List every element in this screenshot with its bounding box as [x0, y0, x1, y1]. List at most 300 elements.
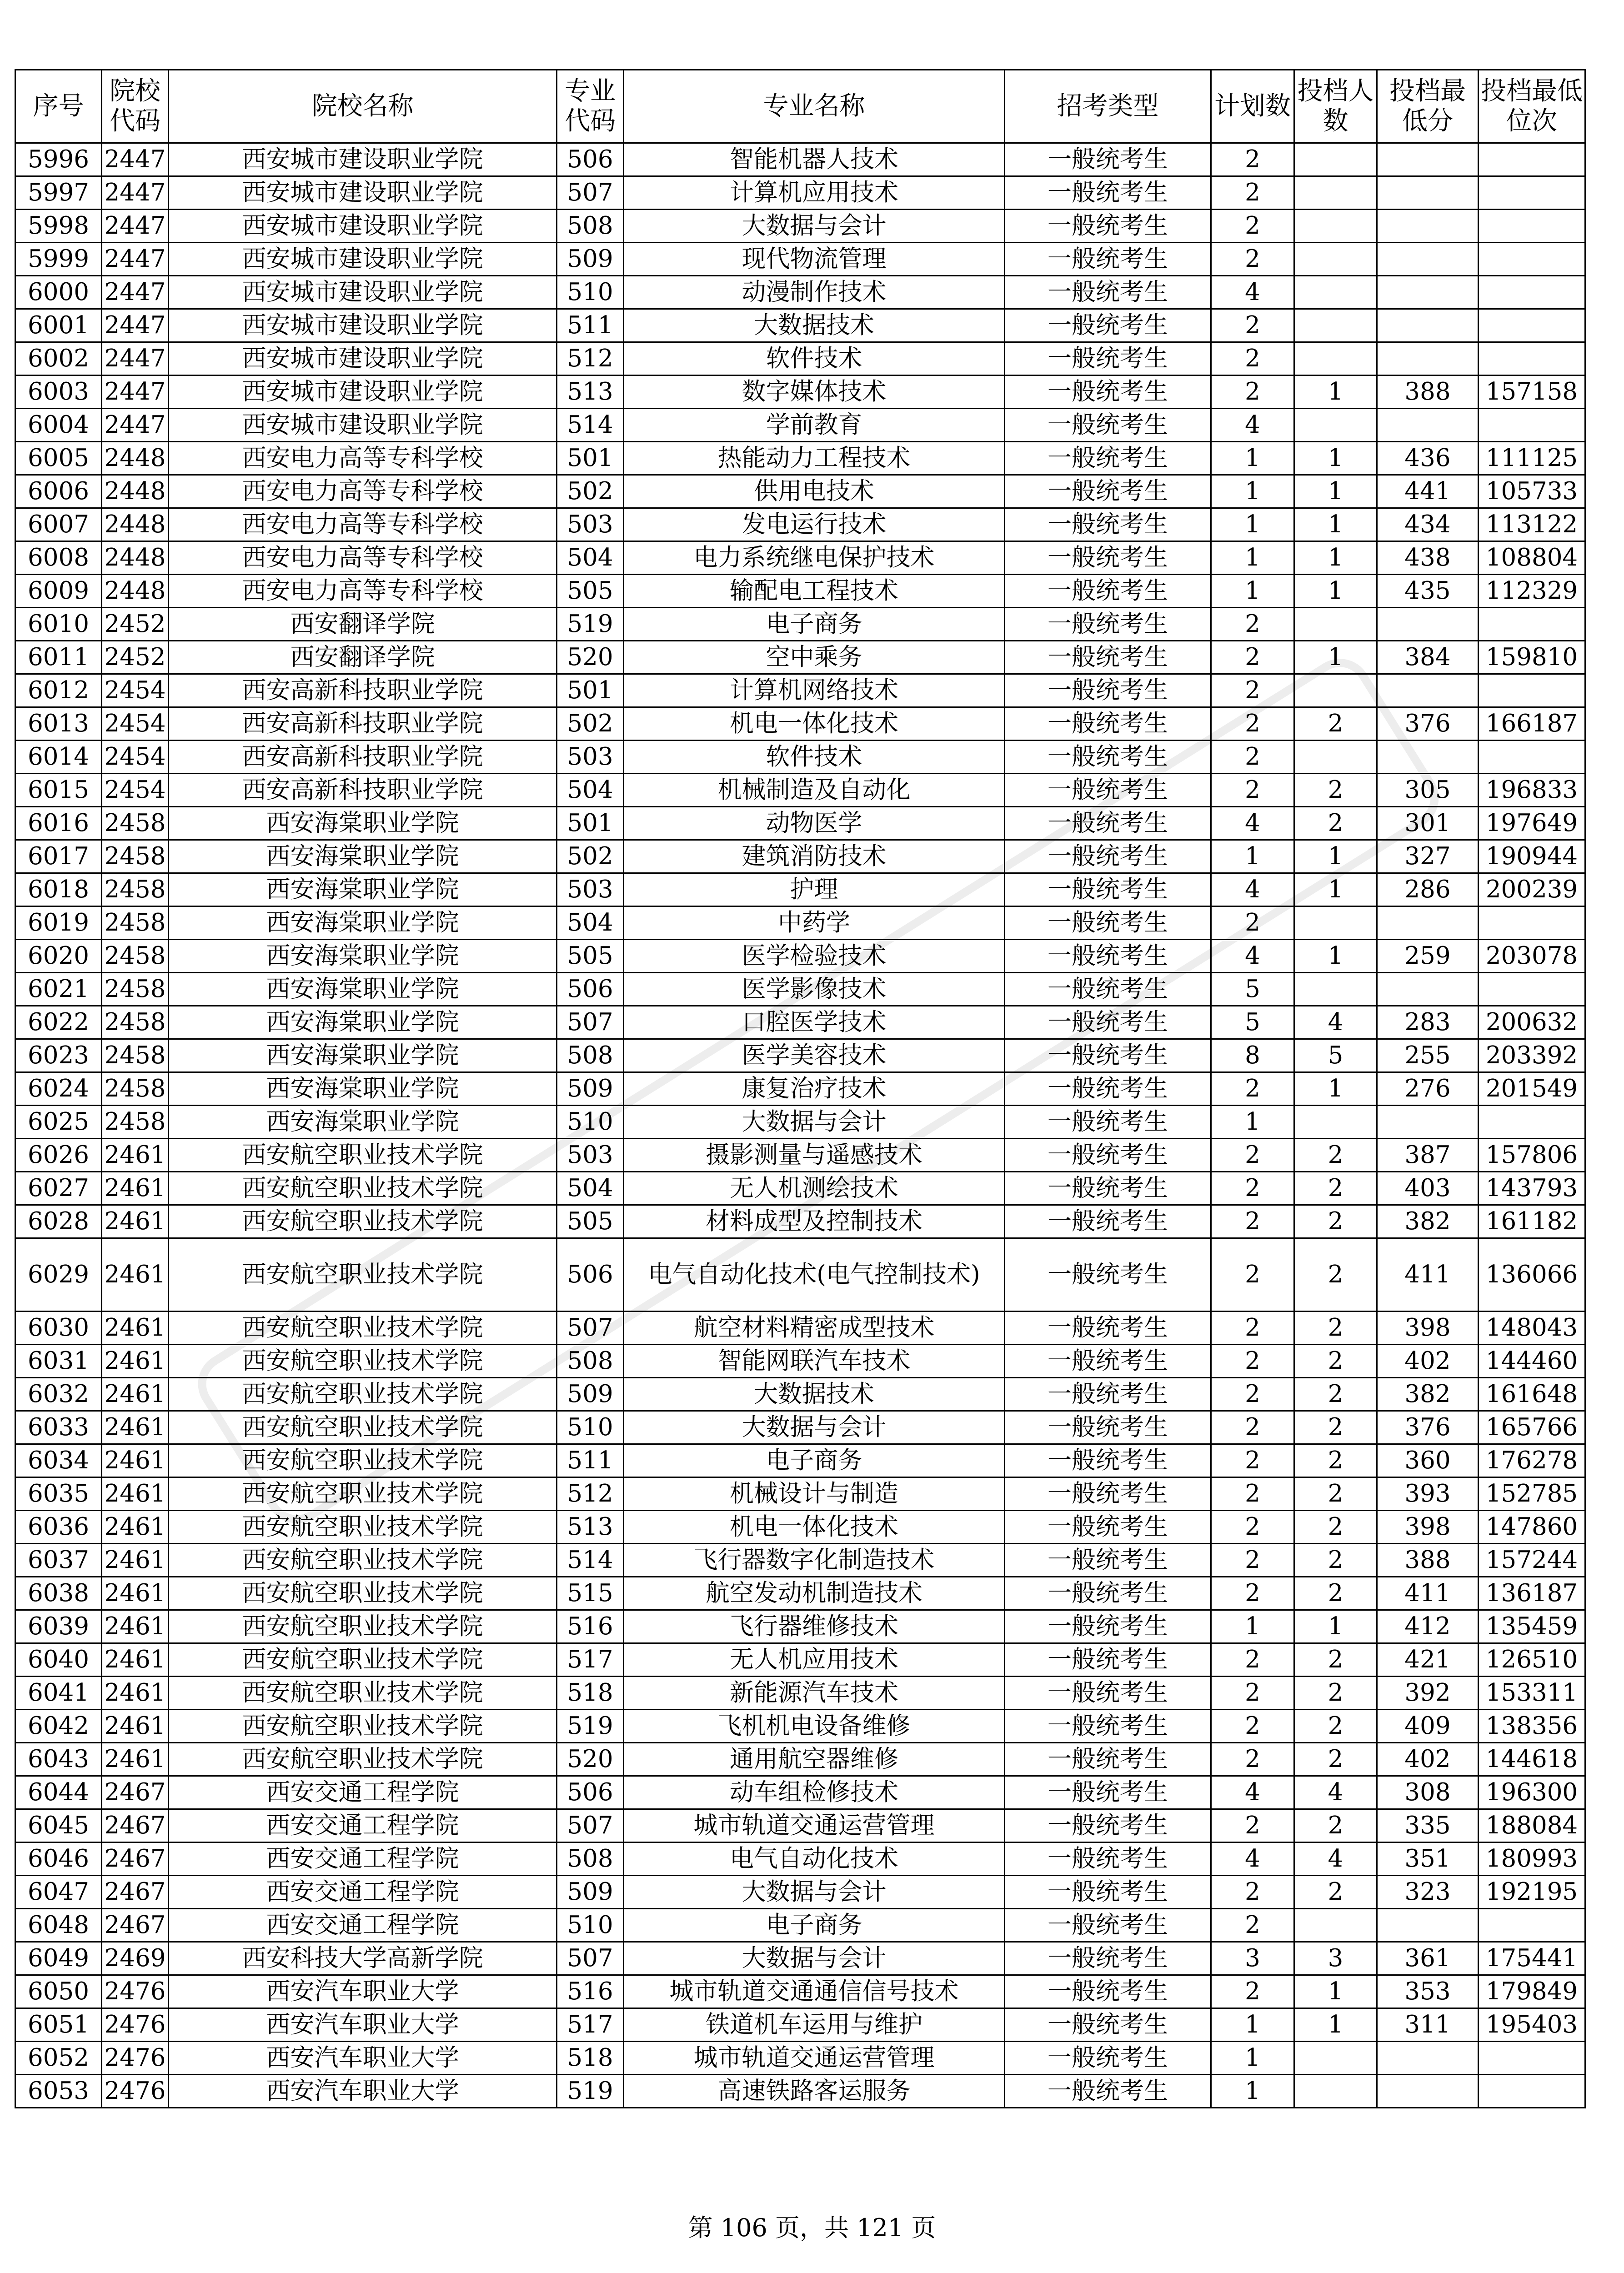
cell-seq: 6046 — [15, 1842, 102, 1876]
cell-min-score — [1377, 143, 1479, 176]
cell-min-rank: 113122 — [1479, 508, 1585, 541]
cell-min-rank: 200632 — [1479, 1006, 1585, 1039]
table-row — [15, 409, 1585, 442]
cell-school-code: 2476 — [102, 1975, 169, 2008]
cell-type: 一般统考生 — [1005, 1411, 1211, 1444]
cell-school-name: 西安电力高等专科学校 — [169, 442, 557, 475]
cell-school-name: 西安高新科技职业学院 — [169, 774, 557, 807]
admission-table — [15, 69, 1586, 2108]
cell-min-score — [1377, 1909, 1479, 1942]
table-row — [15, 1842, 1585, 1876]
cell-school-name: 西安汽车职业大学 — [169, 2042, 557, 2075]
cell-min-rank: 180993 — [1479, 1842, 1585, 1876]
table-row — [15, 143, 1585, 176]
table-row — [15, 1345, 1585, 1378]
cell-count: 2 — [1294, 1172, 1377, 1205]
cell-min-rank: 148043 — [1479, 1312, 1585, 1345]
cell-school-code: 2461 — [102, 1710, 169, 1743]
cell-min-score: 412 — [1377, 1610, 1479, 1643]
table-row — [15, 1139, 1585, 1172]
cell-min-rank — [1479, 1909, 1585, 1942]
cell-type: 一般统考生 — [1005, 1039, 1211, 1072]
cell-type: 一般统考生 — [1005, 1544, 1211, 1577]
cell-seq: 6048 — [15, 1909, 102, 1942]
cell-min-rank: 161648 — [1479, 1378, 1585, 1411]
cell-school-code: 2447 — [102, 143, 169, 176]
cell-major-name: 医学影像技术 — [624, 973, 1005, 1006]
cell-school-name: 西安海棠职业学院 — [169, 973, 557, 1006]
cell-seq: 6040 — [15, 1643, 102, 1677]
cell-major-code: 510 — [557, 276, 624, 309]
cell-count — [1294, 1909, 1377, 1942]
table-row — [15, 741, 1585, 774]
cell-plan: 2 — [1211, 1072, 1294, 1106]
cell-school-name: 西安海棠职业学院 — [169, 1106, 557, 1139]
cell-seq: 6018 — [15, 873, 102, 906]
cell-major-code: 502 — [557, 707, 624, 741]
cell-school-name: 西安航空职业技术学院 — [169, 1643, 557, 1677]
cell-major-name: 供用电技术 — [624, 475, 1005, 508]
cell-min-rank: 112329 — [1479, 575, 1585, 608]
cell-min-score: 335 — [1377, 1809, 1479, 1842]
cell-plan: 2 — [1211, 707, 1294, 741]
table-body — [15, 143, 1585, 2108]
cell-major-name: 电子商务 — [624, 1444, 1005, 1477]
cell-min-rank: 166187 — [1479, 707, 1585, 741]
cell-plan: 2 — [1211, 1511, 1294, 1544]
table-row — [15, 1205, 1585, 1238]
table-row — [15, 1106, 1585, 1139]
cell-major-name: 中药学 — [624, 906, 1005, 940]
table-row — [15, 541, 1585, 575]
cell-seq: 6015 — [15, 774, 102, 807]
cell-plan: 2 — [1211, 641, 1294, 674]
cell-count: 2 — [1294, 1345, 1377, 1378]
cell-plan: 1 — [1211, 442, 1294, 475]
cell-school-name: 西安航空职业技术学院 — [169, 1378, 557, 1411]
cell-major-name: 航空材料精密成型技术 — [624, 1312, 1005, 1345]
cell-min-rank: 197649 — [1479, 807, 1585, 840]
cell-count: 2 — [1294, 1643, 1377, 1677]
cell-min-rank: 157244 — [1479, 1544, 1585, 1577]
cell-major-name: 飞行器维修技术 — [624, 1610, 1005, 1643]
table-row — [15, 276, 1585, 309]
cell-major-code: 501 — [557, 674, 624, 707]
cell-min-score: 376 — [1377, 1411, 1479, 1444]
cell-type: 一般统考生 — [1005, 541, 1211, 575]
cell-min-rank — [1479, 143, 1585, 176]
table-row — [15, 940, 1585, 973]
cell-min-score: 398 — [1377, 1312, 1479, 1345]
cell-min-score: 276 — [1377, 1072, 1479, 1106]
cell-major-code: 506 — [557, 1776, 624, 1809]
cell-seq: 6025 — [15, 1106, 102, 1139]
cell-major-name: 大数据与会计 — [624, 1106, 1005, 1139]
cell-min-score — [1377, 973, 1479, 1006]
cell-count — [1294, 1106, 1377, 1139]
cell-seq: 6039 — [15, 1610, 102, 1643]
table-row — [15, 1677, 1585, 1710]
cell-min-score — [1377, 210, 1479, 243]
cell-min-score — [1377, 608, 1479, 641]
cell-plan: 2 — [1211, 1444, 1294, 1477]
cell-min-rank: 201549 — [1479, 1072, 1585, 1106]
cell-type: 一般统考生 — [1005, 2042, 1211, 2075]
cell-type: 一般统考生 — [1005, 1345, 1211, 1378]
cell-type: 一般统考生 — [1005, 1577, 1211, 1610]
cell-count — [1294, 674, 1377, 707]
table-row — [15, 1643, 1585, 1677]
cell-seq: 6041 — [15, 1677, 102, 1710]
cell-seq: 5998 — [15, 210, 102, 243]
cell-min-score: 286 — [1377, 873, 1479, 906]
cell-min-rank: 165766 — [1479, 1411, 1585, 1444]
table-row — [15, 210, 1585, 243]
cell-plan: 2 — [1211, 1345, 1294, 1378]
cell-school-code: 2458 — [102, 906, 169, 940]
cell-major-name: 电子商务 — [624, 608, 1005, 641]
cell-type: 一般统考生 — [1005, 1511, 1211, 1544]
cell-major-name: 电气自动化技术 — [624, 1842, 1005, 1876]
cell-seq: 6016 — [15, 807, 102, 840]
cell-seq: 6021 — [15, 973, 102, 1006]
cell-min-score: 403 — [1377, 1172, 1479, 1205]
cell-school-code: 2461 — [102, 1172, 169, 1205]
cell-school-name: 西安航空职业技术学院 — [169, 1544, 557, 1577]
header-school-name: 院校名称 — [169, 70, 557, 143]
cell-school-code: 2458 — [102, 840, 169, 873]
cell-plan: 2 — [1211, 375, 1294, 409]
table-row — [15, 2042, 1585, 2075]
cell-school-name: 西安交通工程学院 — [169, 1776, 557, 1809]
cell-min-rank: 152785 — [1479, 1477, 1585, 1511]
cell-school-name: 西安城市建设职业学院 — [169, 309, 557, 342]
cell-type: 一般统考生 — [1005, 674, 1211, 707]
cell-min-score: 311 — [1377, 2008, 1479, 2042]
cell-min-rank: 190944 — [1479, 840, 1585, 873]
table-row — [15, 1378, 1585, 1411]
cell-seq: 6045 — [15, 1809, 102, 1842]
cell-type: 一般统考生 — [1005, 1942, 1211, 1975]
cell-school-code: 2469 — [102, 1942, 169, 1975]
cell-school-code: 2458 — [102, 1006, 169, 1039]
cell-count: 4 — [1294, 1842, 1377, 1876]
cell-school-name: 西安海棠职业学院 — [169, 940, 557, 973]
cell-type: 一般统考生 — [1005, 774, 1211, 807]
cell-major-name: 医学检验技术 — [624, 940, 1005, 973]
cell-seq: 6038 — [15, 1577, 102, 1610]
cell-type: 一般统考生 — [1005, 1238, 1211, 1312]
cell-plan: 8 — [1211, 1039, 1294, 1072]
cell-min-score — [1377, 243, 1479, 276]
cell-plan: 2 — [1211, 906, 1294, 940]
cell-school-code: 2448 — [102, 541, 169, 575]
cell-school-code: 2461 — [102, 1411, 169, 1444]
cell-min-score: 411 — [1377, 1238, 1479, 1312]
cell-type: 一般统考生 — [1005, 1444, 1211, 1477]
cell-major-name: 城市轨道交通通信信号技术 — [624, 1975, 1005, 2008]
cell-major-name: 城市轨道交通运营管理 — [624, 2042, 1005, 2075]
cell-major-code: 514 — [557, 409, 624, 442]
cell-school-name: 西安城市建设职业学院 — [169, 342, 557, 375]
cell-type: 一般统考生 — [1005, 276, 1211, 309]
cell-major-code: 506 — [557, 1238, 624, 1312]
cell-type: 一般统考生 — [1005, 1477, 1211, 1511]
table-row — [15, 575, 1585, 608]
cell-type: 一般统考生 — [1005, 143, 1211, 176]
cell-min-score — [1377, 1106, 1479, 1139]
cell-plan: 4 — [1211, 873, 1294, 906]
cell-major-code: 504 — [557, 541, 624, 575]
cell-major-code: 513 — [557, 1511, 624, 1544]
cell-min-rank: 179849 — [1479, 1975, 1585, 2008]
cell-school-name: 西安电力高等专科学校 — [169, 575, 557, 608]
table-row — [15, 707, 1585, 741]
cell-plan: 2 — [1211, 1909, 1294, 1942]
cell-school-name: 西安海棠职业学院 — [169, 807, 557, 840]
cell-school-name: 西安汽车职业大学 — [169, 2075, 557, 2108]
cell-count — [1294, 243, 1377, 276]
cell-count: 1 — [1294, 641, 1377, 674]
table-row — [15, 1072, 1585, 1106]
cell-min-rank — [1479, 608, 1585, 641]
cell-school-code: 2448 — [102, 575, 169, 608]
cell-min-rank: 157806 — [1479, 1139, 1585, 1172]
cell-min-score: 382 — [1377, 1378, 1479, 1411]
cell-count: 2 — [1294, 1809, 1377, 1842]
cell-plan: 2 — [1211, 1378, 1294, 1411]
cell-major-code: 516 — [557, 1975, 624, 2008]
cell-seq: 6002 — [15, 342, 102, 375]
table-row — [15, 807, 1585, 840]
cell-type: 一般统考生 — [1005, 508, 1211, 541]
cell-min-score: 441 — [1377, 475, 1479, 508]
cell-seq: 6001 — [15, 309, 102, 342]
cell-min-rank: 195403 — [1479, 2008, 1585, 2042]
table-row — [15, 1577, 1585, 1610]
cell-major-code: 519 — [557, 608, 624, 641]
cell-seq: 6010 — [15, 608, 102, 641]
cell-min-rank — [1479, 1106, 1585, 1139]
cell-school-code: 2458 — [102, 940, 169, 973]
header-min-score: 投档最低分 — [1377, 70, 1479, 143]
cell-school-code: 2458 — [102, 807, 169, 840]
cell-school-name: 西安航空职业技术学院 — [169, 1411, 557, 1444]
cell-type: 一般统考生 — [1005, 1006, 1211, 1039]
cell-school-code: 2447 — [102, 243, 169, 276]
table-row — [15, 342, 1585, 375]
cell-plan: 2 — [1211, 210, 1294, 243]
cell-seq: 6033 — [15, 1411, 102, 1444]
cell-major-name: 发电运行技术 — [624, 508, 1005, 541]
cell-major-code: 510 — [557, 1411, 624, 1444]
cell-plan: 4 — [1211, 276, 1294, 309]
table-row — [15, 1238, 1585, 1312]
cell-major-code: 514 — [557, 1544, 624, 1577]
table-row — [15, 1477, 1585, 1511]
cell-plan: 3 — [1211, 1942, 1294, 1975]
cell-school-name: 西安海棠职业学院 — [169, 906, 557, 940]
cell-major-code: 517 — [557, 1643, 624, 1677]
cell-school-name: 西安航空职业技术学院 — [169, 1677, 557, 1710]
cell-seq: 6014 — [15, 741, 102, 774]
cell-seq: 6020 — [15, 940, 102, 973]
header-major-code: 专业代码 — [557, 70, 624, 143]
cell-seq: 6012 — [15, 674, 102, 707]
cell-min-rank — [1479, 342, 1585, 375]
cell-major-code: 503 — [557, 873, 624, 906]
cell-plan: 2 — [1211, 674, 1294, 707]
cell-seq: 6017 — [15, 840, 102, 873]
cell-school-name: 西安城市建设职业学院 — [169, 409, 557, 442]
cell-major-code: 519 — [557, 1710, 624, 1743]
cell-plan: 4 — [1211, 940, 1294, 973]
cell-type: 一般统考生 — [1005, 1876, 1211, 1909]
cell-major-code: 504 — [557, 1172, 624, 1205]
cell-type: 一般统考生 — [1005, 1139, 1211, 1172]
cell-school-name: 西安航空职业技术学院 — [169, 1172, 557, 1205]
cell-major-name: 无人机测绘技术 — [624, 1172, 1005, 1205]
cell-count: 2 — [1294, 1743, 1377, 1776]
cell-major-code: 511 — [557, 309, 624, 342]
table-row — [15, 1909, 1585, 1942]
cell-count — [1294, 309, 1377, 342]
cell-plan: 1 — [1211, 1610, 1294, 1643]
cell-plan: 2 — [1211, 741, 1294, 774]
cell-school-name: 西安航空职业技术学院 — [169, 1710, 557, 1743]
table-row — [15, 973, 1585, 1006]
cell-school-name: 西安航空职业技术学院 — [169, 1511, 557, 1544]
cell-seq: 6032 — [15, 1378, 102, 1411]
cell-min-score — [1377, 741, 1479, 774]
cell-min-rank: 196300 — [1479, 1776, 1585, 1809]
cell-school-name: 西安城市建设职业学院 — [169, 276, 557, 309]
cell-major-name: 学前教育 — [624, 409, 1005, 442]
table-row — [15, 1710, 1585, 1743]
cell-school-code: 2476 — [102, 2075, 169, 2108]
cell-seq: 6034 — [15, 1444, 102, 1477]
cell-type: 一般统考生 — [1005, 1205, 1211, 1238]
cell-min-rank: 105733 — [1479, 475, 1585, 508]
cell-count: 2 — [1294, 1677, 1377, 1710]
table-row — [15, 2075, 1585, 2108]
cell-major-name: 电子商务 — [624, 1909, 1005, 1942]
cell-min-score — [1377, 674, 1479, 707]
cell-school-name: 西安海棠职业学院 — [169, 840, 557, 873]
cell-major-name: 输配电工程技术 — [624, 575, 1005, 608]
cell-school-code: 2452 — [102, 641, 169, 674]
cell-major-name: 材料成型及控制技术 — [624, 1205, 1005, 1238]
cell-min-score: 259 — [1377, 940, 1479, 973]
cell-count: 2 — [1294, 1312, 1377, 1345]
cell-plan: 1 — [1211, 2008, 1294, 2042]
cell-major-code: 519 — [557, 2075, 624, 2108]
cell-plan: 4 — [1211, 1776, 1294, 1809]
cell-school-name: 西安电力高等专科学校 — [169, 508, 557, 541]
cell-type: 一般统考生 — [1005, 1975, 1211, 2008]
cell-major-code: 504 — [557, 774, 624, 807]
cell-count — [1294, 409, 1377, 442]
cell-major-code: 505 — [557, 575, 624, 608]
cell-count: 2 — [1294, 1411, 1377, 1444]
cell-seq: 6029 — [15, 1238, 102, 1312]
cell-min-rank: 153311 — [1479, 1677, 1585, 1710]
cell-school-code: 2461 — [102, 1610, 169, 1643]
cell-count: 2 — [1294, 807, 1377, 840]
cell-major-name: 电气自动化技术(电气控制技术) — [624, 1238, 1005, 1312]
cell-major-name: 动漫制作技术 — [624, 276, 1005, 309]
cell-seq: 6031 — [15, 1345, 102, 1378]
cell-min-rank: 203078 — [1479, 940, 1585, 973]
cell-plan: 5 — [1211, 973, 1294, 1006]
table-row — [15, 309, 1585, 342]
table-header-row — [15, 70, 1585, 143]
cell-seq: 6004 — [15, 409, 102, 442]
cell-school-name: 西安航空职业技术学院 — [169, 1477, 557, 1511]
cell-school-name: 西安电力高等专科学校 — [169, 475, 557, 508]
cell-type: 一般统考生 — [1005, 1172, 1211, 1205]
cell-seq: 6049 — [15, 1942, 102, 1975]
cell-count: 3 — [1294, 1942, 1377, 1975]
table-row — [15, 873, 1585, 906]
cell-min-score: 388 — [1377, 375, 1479, 409]
cell-type: 一般统考生 — [1005, 1072, 1211, 1106]
cell-type: 一般统考生 — [1005, 1643, 1211, 1677]
header-min-rank: 投档最低位次 — [1479, 70, 1585, 143]
cell-major-name: 机电一体化技术 — [624, 707, 1005, 741]
cell-seq: 6030 — [15, 1312, 102, 1345]
cell-min-score: 402 — [1377, 1345, 1479, 1378]
cell-school-name: 西安城市建设职业学院 — [169, 210, 557, 243]
cell-school-name: 西安高新科技职业学院 — [169, 707, 557, 741]
cell-plan: 2 — [1211, 1312, 1294, 1345]
cell-count: 1 — [1294, 1610, 1377, 1643]
cell-min-score: 301 — [1377, 807, 1479, 840]
cell-seq: 6013 — [15, 707, 102, 741]
cell-seq: 6008 — [15, 541, 102, 575]
cell-major-name: 现代物流管理 — [624, 243, 1005, 276]
cell-major-code: 508 — [557, 1842, 624, 1876]
cell-min-rank: 144460 — [1479, 1345, 1585, 1378]
cell-min-score: 376 — [1377, 707, 1479, 741]
cell-min-score: 421 — [1377, 1643, 1479, 1677]
cell-seq: 6036 — [15, 1511, 102, 1544]
cell-count — [1294, 973, 1377, 1006]
cell-count: 1 — [1294, 541, 1377, 575]
cell-major-name: 智能网联汽车技术 — [624, 1345, 1005, 1378]
table-row — [15, 774, 1585, 807]
table-row — [15, 1172, 1585, 1205]
cell-major-code: 505 — [557, 940, 624, 973]
cell-min-score: 361 — [1377, 1942, 1479, 1975]
cell-plan: 1 — [1211, 575, 1294, 608]
cell-min-rank: 159810 — [1479, 641, 1585, 674]
cell-type: 一般统考生 — [1005, 375, 1211, 409]
cell-school-name: 西安交通工程学院 — [169, 1909, 557, 1942]
cell-type: 一般统考生 — [1005, 176, 1211, 210]
admission-table-sheet — [15, 69, 1584, 2108]
cell-school-code: 2461 — [102, 1477, 169, 1511]
cell-count — [1294, 906, 1377, 940]
cell-seq: 6028 — [15, 1205, 102, 1238]
cell-plan: 2 — [1211, 1411, 1294, 1444]
cell-major-name: 大数据技术 — [624, 309, 1005, 342]
cell-school-code: 2458 — [102, 1039, 169, 1072]
cell-min-rank — [1479, 973, 1585, 1006]
cell-min-rank: 135459 — [1479, 1610, 1585, 1643]
cell-plan: 1 — [1211, 2075, 1294, 2108]
cell-type: 一般统考生 — [1005, 475, 1211, 508]
